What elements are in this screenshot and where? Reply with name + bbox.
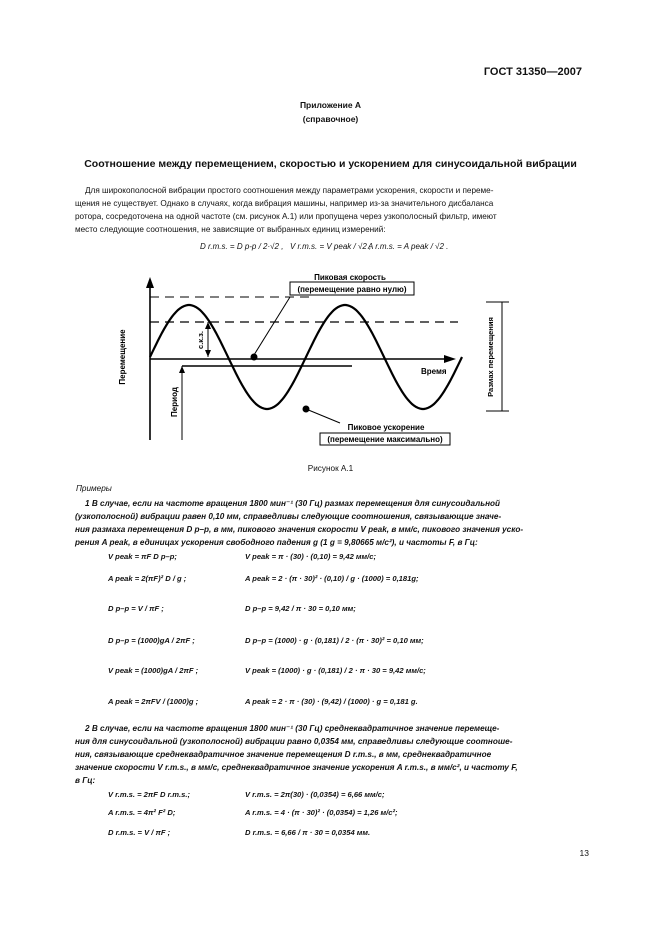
example-line: значение скорости V r.m.s., в мм/с, среднеквадратичное значение ускорения A r.m.s., в мм/с², и частоту F, [75, 763, 518, 772]
label-time: Время [421, 367, 447, 376]
figure-caption: Рисунок А.1 [307, 464, 354, 473]
page-title: Соотношение между перемещением, скоростью и ускорением для синусоидальной вибрации [84, 158, 577, 170]
ex1-left-formula: A peak = 2(πF)² D / g ; [108, 574, 187, 583]
example-line: ния размаха перемещения D p–p, в мм, пикового значения скорости V peak, в мм/с, пикового значения уско- [75, 525, 524, 534]
ex2-right-formula: D r.m.s. = 6,66 / π · 30 = 0,0354 мм. [245, 828, 371, 837]
example-line: рения A peak, в единицах ускорения свободного падения g (1 g = 9,80665 м/с²), и частоты F, в Гц: [75, 538, 478, 547]
document-code: ГОСТ 31350—2007 [483, 66, 582, 78]
examples-heading: Примеры [76, 484, 112, 493]
example-2-text [75, 722, 582, 787]
label-rms: с.к.з. [196, 331, 205, 349]
example-line: 1 В случае, если на частоте вращения 1800 мин⁻¹ (30 Гц) размах перемещения для синусоидальной [85, 499, 501, 508]
label-peak-accel-note: (перемещение максимально) [327, 435, 443, 444]
ex1-left-formula: A peak = 2πFV / (1000)g ; [108, 697, 199, 706]
label-displacement: Перемещение [118, 329, 127, 385]
appendix-status: (справочное) [302, 114, 359, 124]
label-peak-velocity-note: (перемещение равно нулю) [297, 285, 407, 294]
example-line: ния для синусоидальной (узкополосной) вибрации равно 0,0354 мм, справедливы следующие соотноше- [75, 737, 513, 746]
formula-d-rms: D r.m.s. = D p-p / 2·√2 , [200, 242, 284, 251]
ex1-right-formula: D p–p = (1000) · g · (0,181) / 2 · (π · 30)² = 0,10 мм; [245, 636, 424, 645]
vertical-axis-arrow [146, 277, 154, 288]
ex1-right-formula: V peak = π · (30) · (0,10) = 9,42 мм/с; [245, 552, 377, 561]
ex1-right-formula: V peak = (1000) · g · (0,181) / 2 · π · 30 = 9,42 мм/с; [245, 666, 426, 675]
intro-line: щения не существует. Однако в случаях, когда вибрация машины, например из-за значительного дисбаланса [75, 199, 494, 208]
rms-arrow-down [205, 350, 211, 357]
label-period: Период [170, 387, 179, 417]
example-line: (узкополосной) вибрации равен 0,10 мм, справедливы следующие соотношения, связывающие значе- [75, 512, 502, 521]
ex2-right-formula: V r.m.s. = 2π(30) · (0,0354) = 6,66 мм/с; [245, 790, 385, 799]
label-peak-velocity: Пиковая скорость [314, 273, 386, 282]
formula-v-rms: V r.m.s. = V peak / √2 , [290, 242, 372, 251]
ex1-right-formula: D p–p = 9,42 / π · 30 = 0,10 мм; [245, 604, 356, 613]
sine-wave [150, 305, 462, 409]
period-arrow-up [179, 366, 185, 373]
ex1-right-formula: A peak = 2 · π · (30) · (9,42) / (1000) · g = 0,181 g. [245, 697, 418, 706]
page-number: 13 [579, 848, 589, 858]
appendix-label: Приложение А [299, 100, 362, 110]
formula-a-rms: A r.m.s. = A peak / √2 . [368, 242, 449, 251]
ex1-left-formula: D p–p = V / πF ; [108, 604, 164, 613]
ex2-left-formula: D r.m.s. = V / πF ; [108, 828, 171, 837]
ex2-right-formula: A r.m.s. = 4 · (π · 30)² · (0,0354) = 1,26 м/с²; [245, 808, 398, 817]
ex2-left-formula: A r.m.s. = 4π² F² D; [108, 808, 176, 817]
ex2-left-formula: V r.m.s. = 2πF D r.m.s.; [108, 790, 191, 799]
ex1-left-formula: D p–p = (1000)gA / 2πF ; [108, 636, 195, 645]
intro-line: ротора, сосредоточена на одной частоте (см. рисунок А.1) или пропущена через узкополосный фильтр, имеют [75, 212, 497, 221]
time-axis-arrow [444, 355, 456, 363]
label-range: Размах перемещения [486, 317, 495, 397]
intro-line: Для широкополосной вибрации простого соотношения между параметрами ускорения, скорости и переме- [85, 186, 494, 195]
example-1-text [75, 497, 582, 549]
leader-peak-velocity [254, 297, 290, 355]
example-line: 2 В случае, если на частоте вращения 1800 мин⁻¹ (30 Гц) среднеквадратичное значение перемеще- [85, 724, 500, 733]
ex1-right-formula: A peak = 2 · (π · 30)² · (0,10) / g · (1000) = 0,181g; [245, 574, 419, 583]
ex1-left-formula: V peak = πF D p–p; [108, 552, 177, 561]
intro-line: место следующие соотношения, не зависящие от выбранных единиц измерений: [75, 225, 386, 234]
ex1-left-formula: V peak = (1000)gA / 2πF ; [108, 666, 199, 675]
example-line: в Гц: [75, 776, 96, 785]
leader-peak-accel [306, 409, 340, 423]
label-peak-accel: Пиковое ускорение [347, 423, 425, 432]
example-line: ния, связывающие среднеквадратичное значение перемещения D r.m.s., в мм, среднеквадратичное [75, 750, 492, 759]
